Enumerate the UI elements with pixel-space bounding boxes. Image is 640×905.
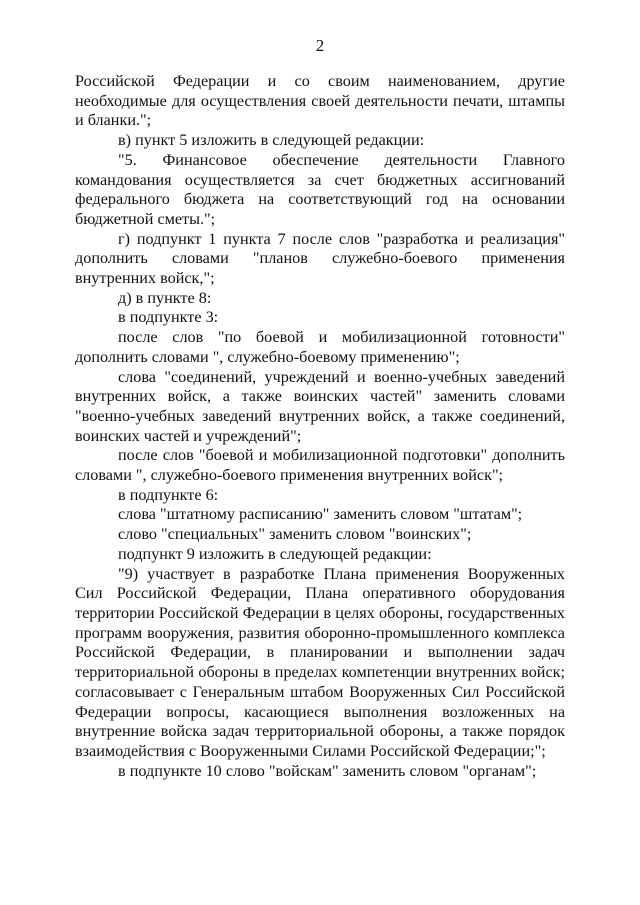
- paragraph: г) подпункт 1 пункта 7 после слов "разработка и реализация" дополнить словами "планов служебно-боевого применения внутренних войск,";: [75, 229, 565, 288]
- paragraph: в подпункте 6:: [118, 485, 219, 504]
- paragraph: слово "специальных" заменить словом "воинских";: [118, 525, 472, 544]
- paragraph: подпункт 9 изложить в следующей редакции:: [118, 544, 432, 563]
- paragraph: д) в пункте 8:: [118, 288, 212, 307]
- page-number: 2: [315, 36, 325, 55]
- document-body: [75, 72, 565, 781]
- paragraph: после слов "по боевой и мобилизационной готовности" дополнить словами ", служебно-боевому применению";: [75, 328, 565, 366]
- paragraph: слова "штатному расписанию" заменить словом "штатам";: [118, 505, 523, 524]
- paragraph: после слов "боевой и мобилизационной подготовки" дополнить словами ", служебно-боевого применения внутренних войск";: [75, 446, 565, 485]
- paragraph: в подпункте 3:: [118, 308, 219, 327]
- paragraph: "5. Финансовое обеспечение деятельности Главного командования осуществляется за счет бюджетных ассигнований федерального бюджета на соответствующий год на основании бюджетной сметы.";: [75, 150, 565, 228]
- paragraph: в подпункте 10 слово "войскам" заменить словом "органам";: [118, 761, 537, 780]
- paragraph: Российской Федерации и со своим наименованием, другие необходимые для осуществления своей деятельности печати, штампы и бланки.";: [75, 72, 565, 130]
- paragraph: "9) участвует в разработке Плана применения Вооруженных Сил Российской Федерации, Плана оперативного оборудования территории Российской Федерации в целях обороны, государственных программ вооружения, развития оборонно-промышленного комплекса Российской Федерации, в планировании и выполнении задач территориальной обороны в пределах компетенции внутренних войск; согласовывает с Генеральным штабом Вооруженных Сил Российской Федерации вопросы, касающиеся выполнения возложенных на внутренние войска задач территориальной обороны, а также порядок взаимодействия с Вооруженными Силами Российской Федерации;";: [75, 564, 565, 760]
- paragraph: в) пункт 5 изложить в следующей редакции:: [118, 131, 425, 150]
- paragraph: слова "соединений, учреждений и военно-учебных заведений внутренних войск, а также воинских частей" заменить словами "военно-учебных заведений внутренних войск, а также соединений, воинских частей и учреждений";: [75, 367, 565, 445]
